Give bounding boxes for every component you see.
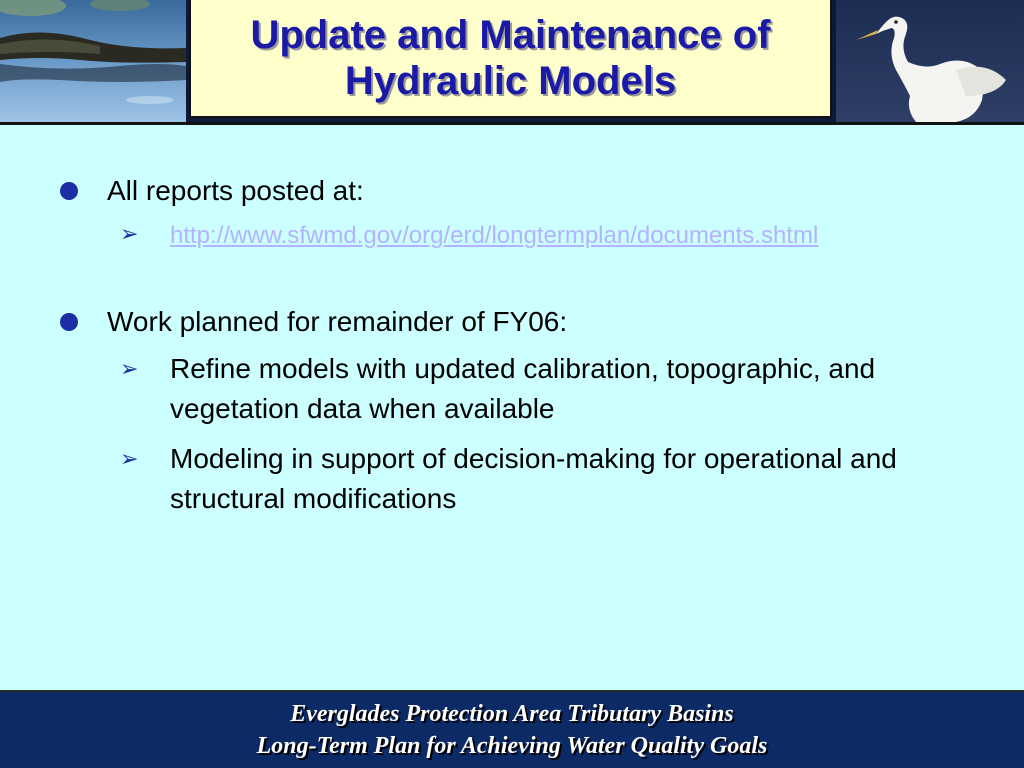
arrow-bullet-icon: ➢ (120, 356, 139, 381)
egret-photo (836, 0, 1024, 122)
alligator-photo (0, 0, 186, 122)
footer-line-1: Everglades Protection Area Tributary Basins (290, 701, 734, 727)
footer-banner (0, 690, 1024, 768)
reports-link[interactable]: http://www.sfwmd.gov/org/erd/longtermplan/documents.shtml (170, 222, 819, 249)
footer-line-2: Long-Term Plan for Achieving Water Quality Goals (256, 733, 768, 759)
arrow-bullet-icon: ➢ (120, 446, 139, 471)
arrow-bullet-icon: ➢ (120, 221, 139, 246)
page-title (250, 12, 770, 104)
bullet-text: Work planned for remainder of FY06: (107, 306, 568, 337)
sub-bullet-text: Refine models with updated calibration, topographic, and vegetation data when available (170, 353, 876, 424)
title-box (189, 0, 832, 118)
header-banner (0, 0, 1024, 124)
title-line-1: Update and Maintenance of (250, 13, 771, 57)
slide-body (0, 125, 1024, 690)
filled-circle-bullet-icon (60, 313, 78, 331)
sub-bullet-text: Modeling in support of decision-making for operational and structural modifications (170, 443, 897, 514)
bullet-text: All reports posted at: (107, 175, 364, 206)
title-line-2: Hydraulic Models (344, 59, 677, 103)
filled-circle-bullet-icon (60, 182, 78, 200)
